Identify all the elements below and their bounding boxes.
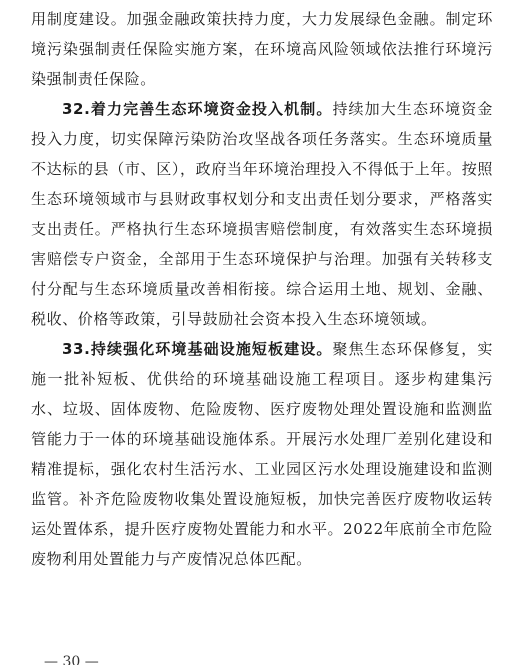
section-heading-33: 33.持续强化环境基础设施短板建设。 <box>62 340 333 358</box>
page-number: — 30 — <box>44 654 99 665</box>
paragraph-continuation <box>31 4 493 94</box>
paragraph-text: 用制度建设。加强金融政策扶持力度，大力发展绿色金融。制定环境污染强制责任保险实施方案，在环境高风险领域依法推行环境污染强制责任保险。 <box>31 10 493 88</box>
paragraph-32 <box>31 94 493 334</box>
paragraph-text: 聚焦生态环保修复，实施一批补短板、优供给的环境基础设施工程项目。逐步构建集污水、垃圾、固体废物、危险废物、医疗废物处理处置设施和监测监管能力于一体的环境基础设施体系。开展污水处理厂差别化建设和精准提标，强化农村生活污水、工业园区污水处理设施建设和监测监管。补齐危险废物收集处置设施短板，加快完善医疗废物收运转运处置体系，提升医疗废物处置能力和水平。2022年底前全市危险废物利用处置能力与产废情况总体匹配。 <box>31 340 493 568</box>
document-body <box>31 4 493 574</box>
paragraph-text: 持续加大生态环境资金投入力度，切实保障污染防治攻坚战各项任务落实。生态环境质量不达标的县（市、区），政府当年环境治理投入不得低于上年。按照生态环境领域市与县财政事权划分和支出责任划分要求，严格落实支出责任。严格执行生态环境损害赔偿制度，有效落实生态环境损害赔偿专户资金，全部用于生态环境保护与治理。加强有关转移支付分配与生态环境质量改善相衔接。综合运用土地、规划、金融、税收、价格等政策，引导鼓励社会资本投入生态环境领域。 <box>31 100 493 328</box>
section-heading-32: 32.着力完善生态环境资金投入机制。 <box>62 100 333 118</box>
paragraph-33 <box>31 334 493 574</box>
